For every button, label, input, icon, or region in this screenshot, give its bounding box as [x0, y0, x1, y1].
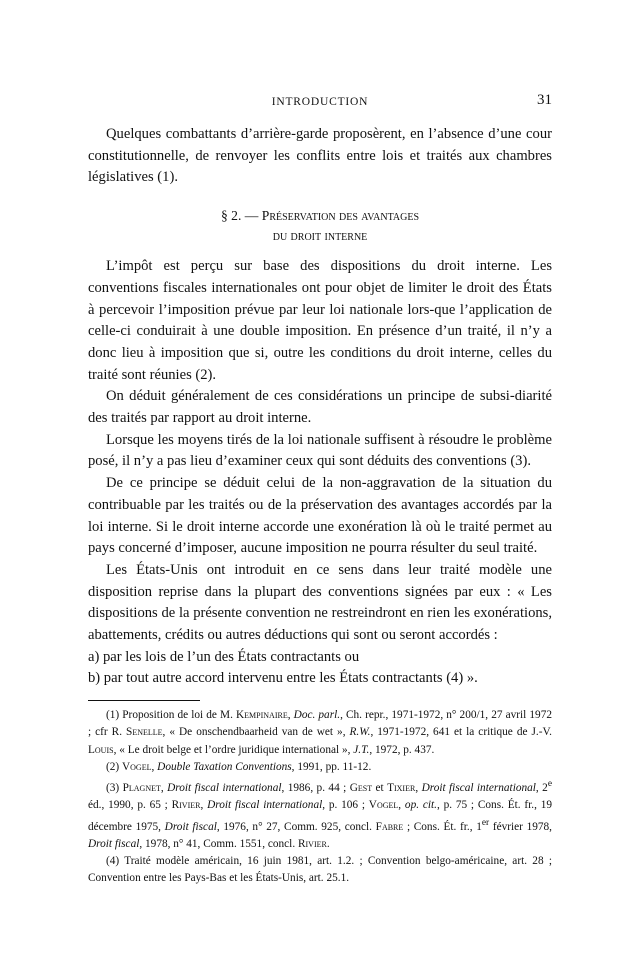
- paragraph: De ce principe se déduit celui de la non-aggravation de la situation du contribuable par les traités ou de la préservation des avantages accordés par la loi interne. Si le droit interne accorde une exonération là où le traité permet au pays concerné d’imposer, aucune imposition ne pourra résulter du seul traité.: [88, 475, 552, 557]
- paragraph: On déduit généralement de ces considérations un principe de subsi-diarité des traités par rapport au droit interne.: [88, 388, 552, 427]
- footnote-3: (3) Plagnet, Droit fiscal international, 1986, p. 44 ; Gest et Tixier, Droit fiscal international, 2e éd., 1990, p. 65 ; Rivier, Droit fiscal international, p. 106 ; Vogel, op. cit., p. 75 ; Cons. Ét. fr., 19 décembre 1975, Droit fiscal, 1976, n° 27, Comm. 925, concl. Fabre ; Cons. Ét. fr., 1er février 1978, Droit fiscal, 1978, n° 41, Comm. 1551, concl. Rivier.: [88, 779, 552, 850]
- footnote-4: (4) Traité modèle américain, 16 juin 1981, art. 1.2. ; Convention belgo-américaine, art. 28 ; Convention entre les Pays-Bas et les États-Unis, art. 25.1.: [88, 855, 552, 885]
- footnotes: [88, 707, 552, 888]
- section-number: § 2. —: [220, 208, 259, 224]
- section-heading-line-1: [88, 206, 552, 226]
- paragraph: Quelques combattants d’arrière-garde proposèrent, en l’absence d’une cour constitutionnelle, de renvoyer les conflits entre lois et traités aux chambres législatives (1).: [88, 126, 552, 186]
- page-number: 31: [537, 92, 552, 108]
- list-item: a) par les lois de l’un des États contractants ou: [88, 648, 360, 665]
- book-page: [88, 92, 552, 888]
- list-item: b) par tout autre accord intervenu entre les États contractants (4) ».: [88, 670, 478, 687]
- section-title: Préservation des avantages: [261, 208, 420, 224]
- running-head: [88, 92, 552, 114]
- paragraph: L’impôt est perçu sur base des dispositions du droit interne. Les conventions fiscales internationales ont pour objet de limiter le droit des États à percevoir l’imposition prévue par leur loi nationale lors-que l’application de celle-ci conduirait à une double imposition. En présence d’un traité, il n’y a donc lieu à imposition que si, outre les conditions du droit interne, celles du traité sont réunies (2).: [88, 258, 552, 383]
- footnote-2: (2) Vogel, Double Taxation Conventions, 1991, pp. 11-12.: [106, 761, 372, 774]
- running-title: INTRODUCTION: [271, 96, 369, 108]
- footnote-separator: [88, 700, 200, 701]
- section-title-continued: du droit interne: [272, 228, 368, 244]
- section-heading: [88, 206, 552, 246]
- main-text: [88, 124, 552, 690]
- footnote-1: (1) Proposition de loi de M. Kempinaire, Doc. parl., Ch. repr., 1971-1972, n° 200/1, 27 avril 1972 ; cfr R. Senelle, « De onschendbaarheid van de wet », R.W., 1971-1972, 641 et la critique de J.-V. Louis, « Le droit belge et l’ordre juridique international », J.T., 1972, p. 437.: [88, 709, 552, 756]
- paragraph: Lorsque les moyens tirés de la loi nationale suffisent à résoudre le problème posé, il n’y a pas lieu d’examiner ceux qui sont déduits des conventions (3).: [88, 431, 552, 470]
- paragraph: Les États-Unis ont introduit en ce sens dans leur traité modèle une disposition reprise dans la plupart des conventions signées par eux : « Les dispositions de la présente convention ne restreindront en rien les exonérations, abattements, crédits ou autres déductions qui sont ou seront accordés :: [88, 561, 552, 644]
